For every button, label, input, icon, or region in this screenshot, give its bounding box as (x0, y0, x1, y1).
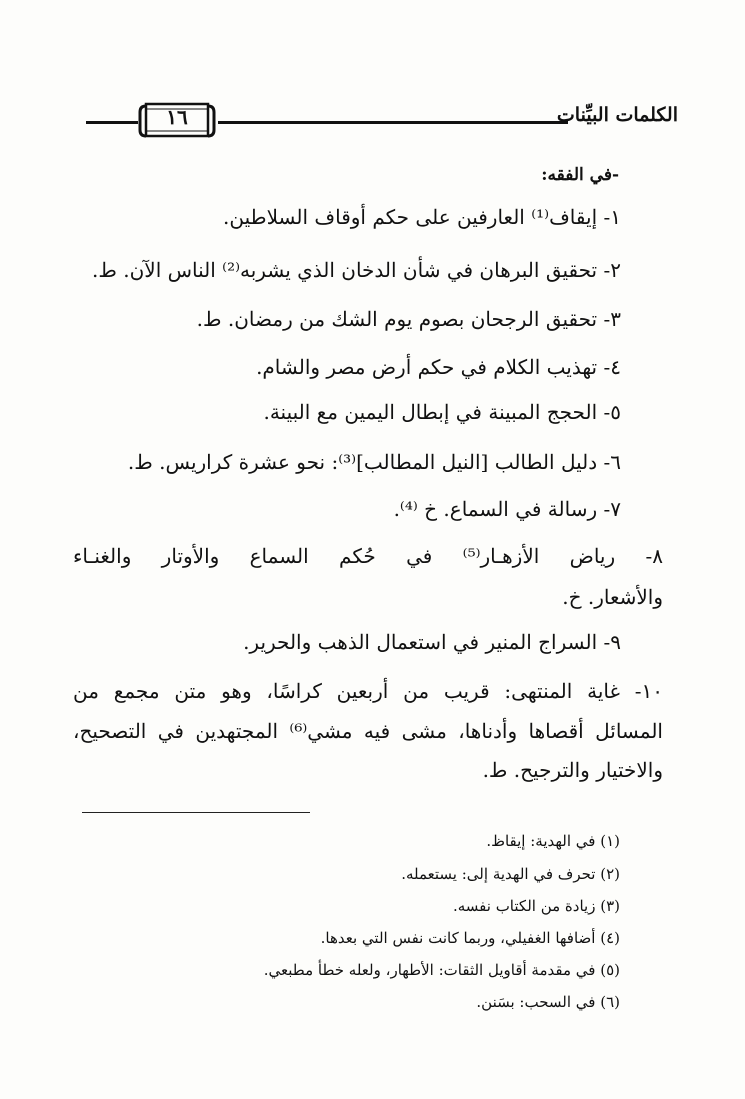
list-item: ١- إيقاف⁽¹⁾ العارفين على حكم أوقاف السلاطين. (223, 205, 621, 229)
list-item: ٧- رسالة في السماع. خ ⁽⁴⁾. (393, 497, 621, 521)
footnote: (١) في الهدية: إيقاظ. (486, 832, 620, 850)
footnote: (٦) في السحب: بسَنن. (476, 993, 620, 1011)
list-item-continuation: والأشعار. خ. (562, 585, 663, 609)
running-header (78, 96, 678, 146)
list-item: ١٠- غاية المنتهى: قريب من أربعين كراسًا، وهو متن مجمع من (73, 679, 663, 703)
list-item-continuation: والاختيار والترجيح. ط. (482, 758, 663, 782)
list-item: ٣- تحقيق الرجحان بصوم يوم الشك من رمضان. ط. (196, 307, 621, 331)
list-item: ٨- رياض الأزهـار⁽⁵⁾ في حُكم السماع والأوتار والغنـاء (73, 544, 663, 568)
header-title: الكلمات البيِّنات (556, 104, 678, 126)
footnote: (٥) في مقدمة أقاويل الثقات: الأطهار، ولعله خطأ مطبعي. (263, 961, 620, 979)
header-rule (218, 121, 568, 124)
list-item: ٥- الحجج المبينة في إبطال اليمين مع البينة. (263, 400, 621, 424)
page-number: ١٦ (166, 105, 188, 129)
footnote-separator (82, 812, 310, 813)
page-number-frame (136, 100, 218, 140)
list-item: ٢- تحقيق البرهان في شأن الدخان الذي يشربه⁽²⁾ الناس الآن. ط. (92, 258, 621, 282)
list-item: ٦- دليل الطالب [النيل المطالب]⁽³⁾: نحو عشرة كراريس. ط. (127, 450, 621, 474)
list-item-continuation: المسائل أقصاها وأدناها، مشى فيه مشي⁽⁶⁾ المجتهدين في التصحيح، (73, 719, 663, 743)
header-rule-left (86, 121, 138, 124)
list-item: ٩- السراج المنير في استعمال الذهب والحرير. (243, 630, 621, 654)
footnote: (٣) زيادة من الكتاب نفسه. (452, 897, 620, 915)
list-item: ٤- تهذيب الكلام في حكم أرض مصر والشام. (256, 355, 621, 379)
footnote: (٤) أضافها الغفيلي، وربما كانت نفس التي بعدها. (320, 929, 620, 947)
footnote: (٢) تحرف في الهدية إلى: يستعمله. (401, 865, 620, 883)
section-label: -في الفقه: (541, 165, 619, 185)
